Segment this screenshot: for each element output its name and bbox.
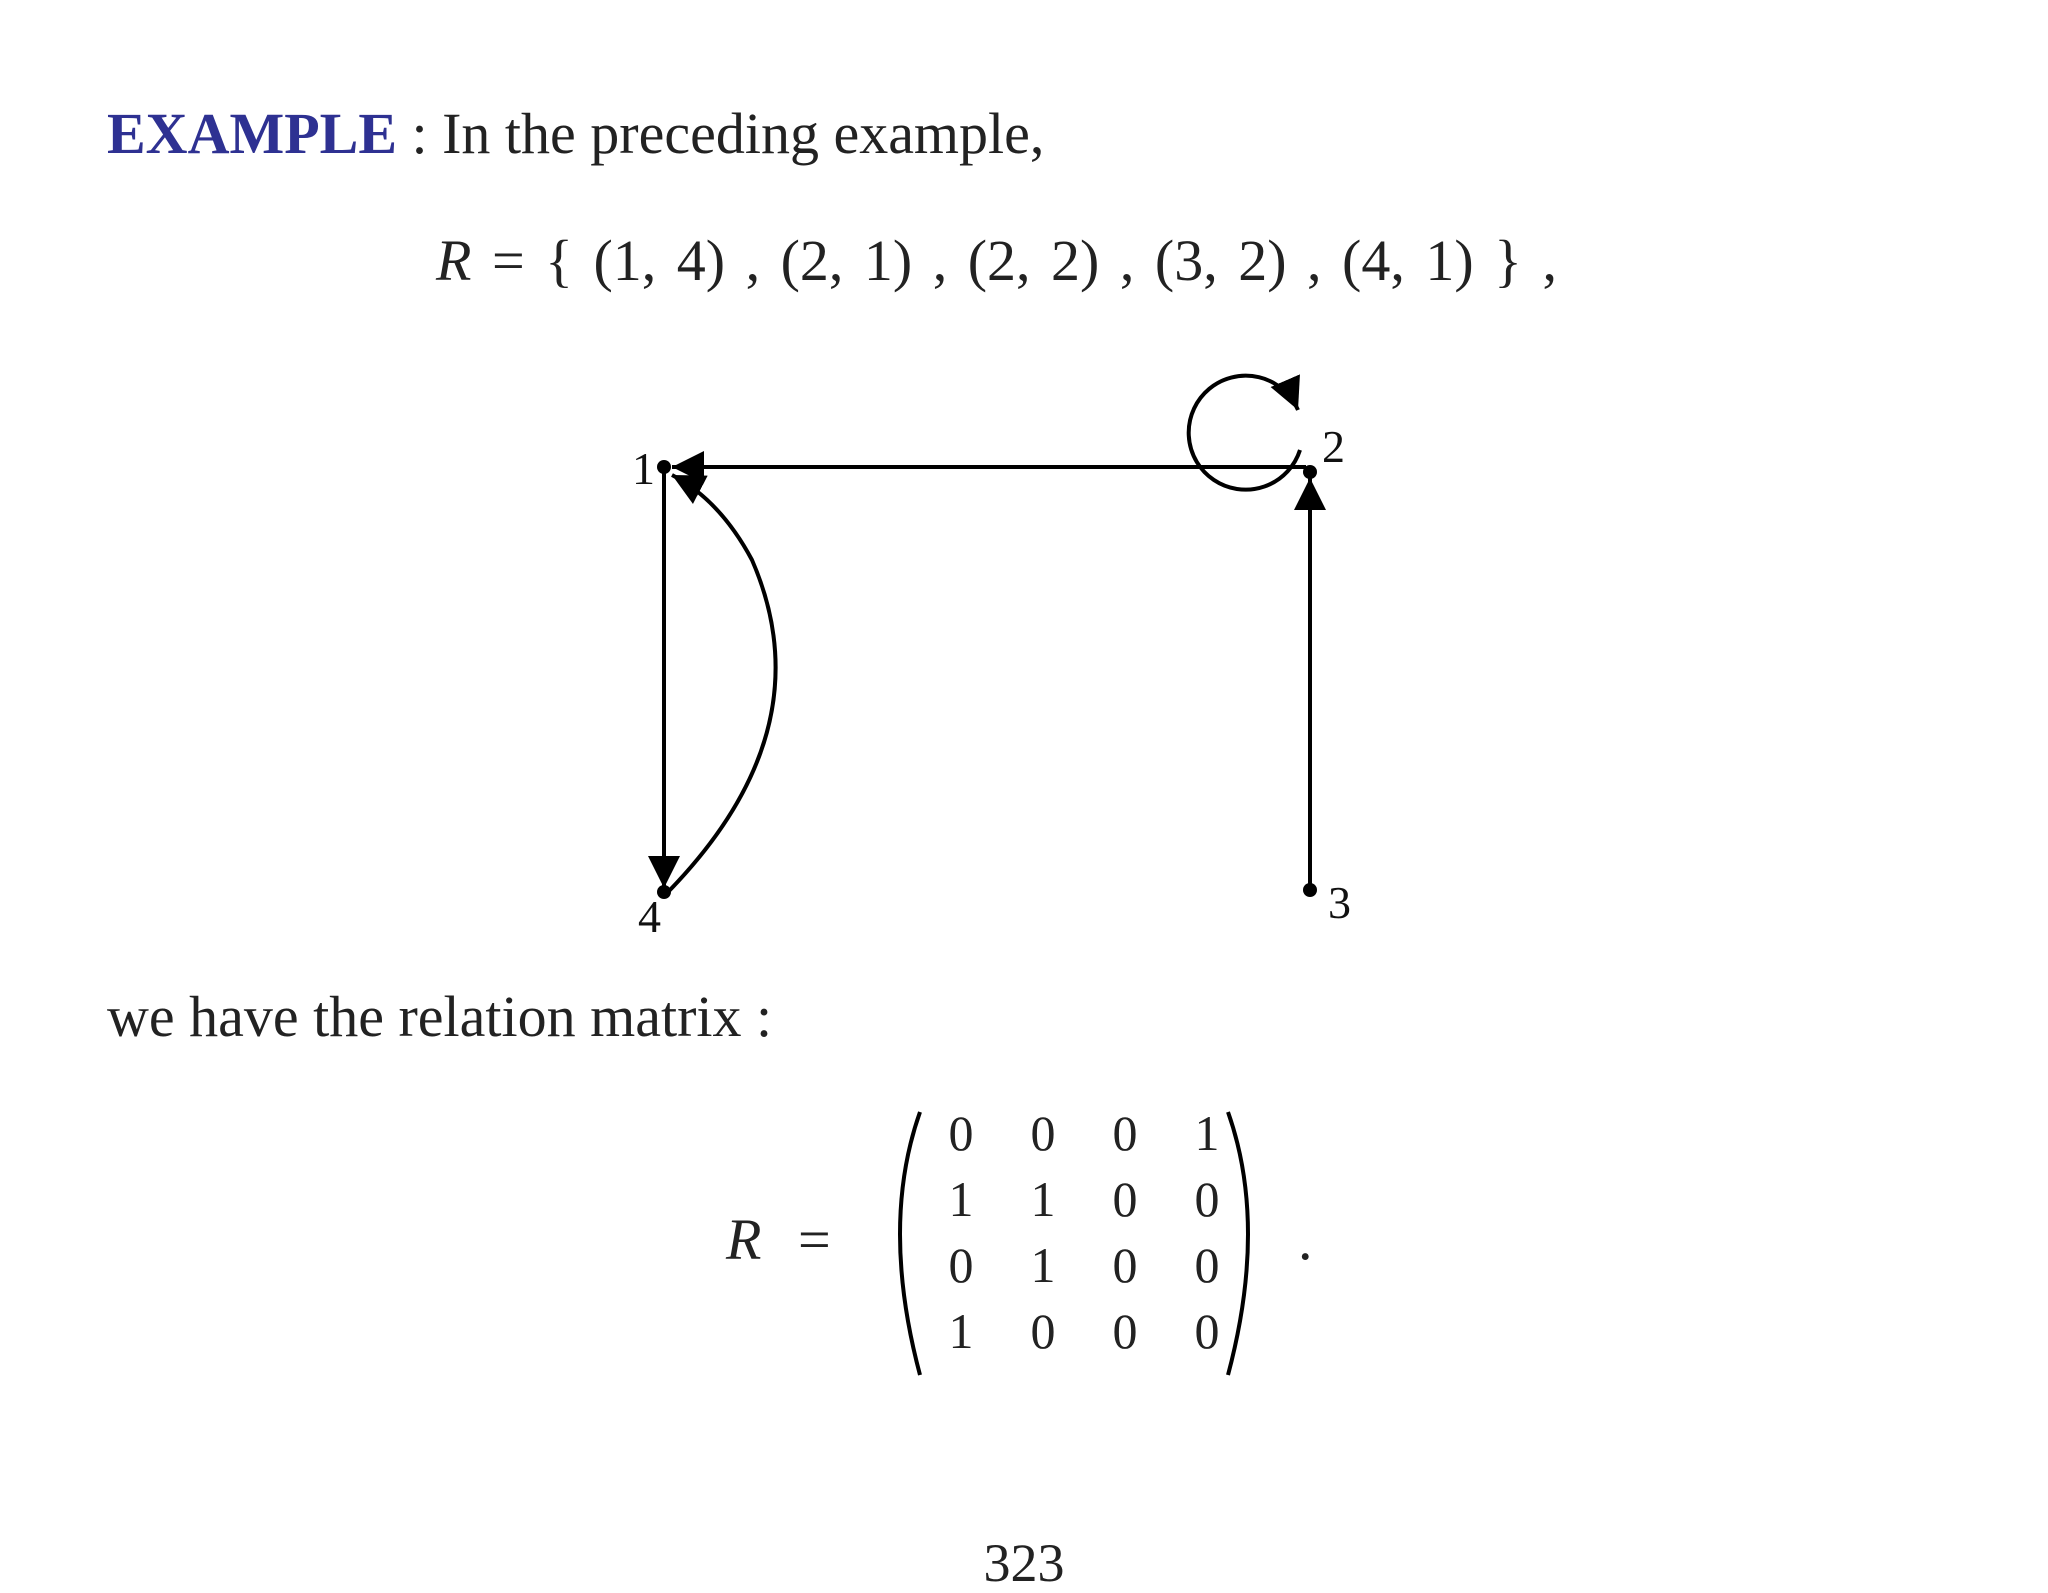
matrix-period: . [1298, 1207, 1313, 1272]
matrix-cell: 1 [948, 1303, 974, 1359]
matrix-cell: 0 [1112, 1237, 1138, 1293]
relation-matrix [920, 1100, 1248, 1364]
matrix-cell: 0 [1194, 1171, 1220, 1227]
matrix-cell: 0 [1030, 1105, 1056, 1161]
example-keyword: EXAMPLE [107, 101, 397, 166]
matrix-row [920, 1232, 1248, 1298]
matrix-row [920, 1298, 1248, 1364]
node-label-4: 4 [638, 891, 661, 942]
matrix-row [920, 1100, 1248, 1166]
matrix-cell: 0 [1112, 1105, 1138, 1161]
matrix-cell: 0 [1194, 1237, 1220, 1293]
matrix-cell: 1 [948, 1171, 974, 1227]
matrix-cell: 0 [1112, 1303, 1138, 1359]
node-label-3: 3 [1328, 877, 1351, 928]
matrix-cell: 1 [1030, 1237, 1056, 1293]
matrix-cell: 1 [1194, 1105, 1220, 1161]
matrix-equals-sign: = [798, 1207, 831, 1272]
matrix-cell: 0 [1030, 1303, 1056, 1359]
matrix-cell: 1 [1030, 1171, 1056, 1227]
node-label-1: 1 [632, 443, 655, 494]
left-paren [900, 1112, 920, 1375]
matrix-row [920, 1166, 1248, 1232]
matrix-cell: 0 [1194, 1303, 1220, 1359]
matrix-variable: R [726, 1207, 762, 1272]
heading-text: : In the preceding example, [397, 101, 1045, 166]
node-label-2: 2 [1322, 421, 1345, 472]
intro-text: we have the relation matrix : [107, 984, 773, 1049]
matrix-cell: 0 [1112, 1171, 1138, 1227]
matrix-cell: 0 [948, 1237, 974, 1293]
matrix-cell: 0 [948, 1105, 974, 1161]
page-number: 323 [983, 1533, 1065, 1593]
relation-variable: R [436, 228, 472, 293]
relation-set-body: = { (1, 4) , (2, 1) , (2, 2) , (3, 2) , (4, 1) } , [471, 228, 1557, 293]
